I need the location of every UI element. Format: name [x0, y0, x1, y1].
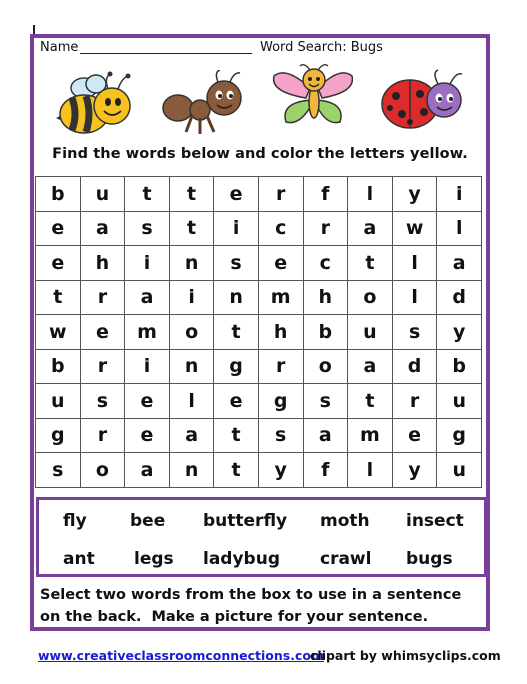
grid-letter-cell[interactable]: y: [437, 315, 482, 350]
grid-letter-cell[interactable]: t: [125, 177, 170, 212]
grid-letter-cell[interactable]: o: [348, 280, 393, 315]
sentence-instructions: [40, 584, 485, 628]
grid-letter-cell[interactable]: g: [36, 418, 81, 453]
grid-letter-cell[interactable]: h: [258, 315, 303, 350]
grid-letter-cell[interactable]: n: [214, 280, 258, 315]
word-bank-item: bugs: [406, 549, 453, 569]
word-bank-item: ant: [63, 549, 95, 569]
grid-letter-cell[interactable]: i: [437, 177, 482, 212]
website-link[interactable]: www.creativeclassroomconnections.com: [38, 648, 324, 663]
grid-letter-cell[interactable]: e: [36, 246, 81, 281]
butterfly-icon: [270, 62, 356, 130]
grid-row: [36, 453, 482, 488]
grid-letter-cell[interactable]: i: [125, 246, 170, 281]
grid-letter-cell[interactable]: r: [392, 384, 437, 419]
grid-letter-cell[interactable]: l: [348, 453, 393, 488]
grid-row: [36, 211, 482, 246]
word-search-grid: [35, 176, 482, 488]
grid-letter-cell[interactable]: g: [258, 384, 303, 419]
grid-letter-cell[interactable]: s: [80, 384, 124, 419]
word-bank-item: bee: [130, 511, 166, 531]
grid-letter-cell[interactable]: b: [36, 349, 81, 384]
grid-letter-cell[interactable]: a: [348, 349, 393, 384]
grid-letter-cell[interactable]: a: [80, 211, 124, 246]
grid-letter-cell[interactable]: m: [125, 315, 170, 350]
grid-letter-cell[interactable]: o: [80, 453, 124, 488]
grid-letter-cell[interactable]: y: [258, 453, 303, 488]
word-bank-item: ladybug: [203, 549, 280, 569]
grid-letter-cell[interactable]: a: [169, 418, 213, 453]
grid-letter-cell[interactable]: f: [303, 453, 347, 488]
sentence-instructions-line: on the back. Make a picture for your sentence.: [40, 609, 429, 625]
grid-row: [36, 315, 482, 350]
grid-letter-cell[interactable]: i: [125, 349, 170, 384]
grid-row: [36, 280, 482, 315]
grid-letter-cell[interactable]: h: [80, 246, 124, 281]
grid-letter-cell[interactable]: c: [258, 211, 303, 246]
grid-letter-cell[interactable]: s: [214, 246, 258, 281]
grid-letter-cell[interactable]: a: [437, 246, 482, 281]
grid-letter-cell[interactable]: a: [348, 211, 393, 246]
grid-letter-cell[interactable]: n: [169, 453, 213, 488]
grid-letter-cell[interactable]: n: [169, 246, 213, 281]
grid-letter-cell[interactable]: r: [80, 349, 124, 384]
grid-letter-cell[interactable]: d: [392, 349, 437, 384]
grid-letter-cell[interactable]: s: [392, 315, 437, 350]
grid-letter-cell[interactable]: y: [392, 177, 437, 212]
grid-letter-cell[interactable]: h: [303, 280, 347, 315]
footer: [38, 648, 501, 663]
grid-letter-cell[interactable]: t: [214, 418, 258, 453]
grid-letter-cell[interactable]: o: [169, 315, 213, 350]
name-blank-line[interactable]: [80, 53, 252, 54]
grid-letter-cell[interactable]: u: [80, 177, 124, 212]
grid-letter-cell[interactable]: s: [303, 384, 347, 419]
grid-letter-cell[interactable]: t: [348, 384, 393, 419]
grid-letter-cell[interactable]: e: [125, 384, 170, 419]
grid-letter-cell[interactable]: e: [258, 246, 303, 281]
grid-letter-cell[interactable]: m: [348, 418, 393, 453]
grid-letter-cell[interactable]: d: [437, 280, 482, 315]
grid-letter-cell[interactable]: b: [36, 177, 81, 212]
grid-letter-cell[interactable]: t: [214, 453, 258, 488]
grid-letter-cell[interactable]: e: [80, 315, 124, 350]
grid-letter-cell[interactable]: a: [125, 280, 170, 315]
grid-letter-cell[interactable]: a: [303, 418, 347, 453]
grid-letter-cell[interactable]: r: [303, 211, 347, 246]
grid-letter-cell[interactable]: b: [437, 349, 482, 384]
word-bank-item: moth: [320, 511, 370, 531]
grid-letter-cell[interactable]: s: [125, 211, 170, 246]
grid-letter-cell[interactable]: l: [392, 246, 437, 281]
grid-letter-cell[interactable]: a: [125, 453, 170, 488]
grid-letter-cell[interactable]: i: [214, 211, 258, 246]
grid-letter-cell[interactable]: b: [303, 315, 347, 350]
word-bank-item: legs: [134, 549, 174, 569]
word-bank-item: crawl: [320, 549, 372, 569]
grid-letter-cell[interactable]: n: [169, 349, 213, 384]
word-bank-item: fly: [63, 511, 87, 531]
search-instructions: Find the words below and color the letters yellow.: [52, 146, 468, 162]
grid-row: [36, 349, 482, 384]
bee-icon: [56, 70, 136, 138]
grid-letter-cell[interactable]: f: [303, 177, 347, 212]
grid-letter-cell[interactable]: e: [125, 418, 170, 453]
grid-letter-cell[interactable]: s: [36, 453, 81, 488]
grid-letter-cell[interactable]: e: [214, 384, 258, 419]
grid-letter-cell[interactable]: y: [392, 453, 437, 488]
ladybug-icon: [380, 68, 464, 134]
grid-letter-cell[interactable]: m: [258, 280, 303, 315]
grid-row: [36, 418, 482, 453]
word-bank: [36, 497, 487, 577]
grid-row: [36, 177, 482, 212]
grid-letter-cell[interactable]: l: [392, 280, 437, 315]
grid-letter-cell[interactable]: r: [80, 280, 124, 315]
sentence-instructions-line: Select two words from the box to use in a sentence: [40, 587, 462, 603]
grid-letter-cell[interactable]: i: [169, 280, 213, 315]
grid-letter-cell[interactable]: w: [36, 315, 81, 350]
grid-letter-cell[interactable]: w: [392, 211, 437, 246]
clipart-credit: clipart by whimsyclips.com: [310, 648, 501, 663]
grid-letter-cell[interactable]: r: [258, 177, 303, 212]
grid-letter-cell[interactable]: l: [437, 211, 482, 246]
name-label: Name: [40, 40, 79, 55]
grid-letter-cell[interactable]: r: [80, 418, 124, 453]
grid-letter-cell[interactable]: s: [258, 418, 303, 453]
grid-letter-cell[interactable]: t: [36, 280, 81, 315]
grid-letter-cell[interactable]: u: [36, 384, 81, 419]
grid-letter-cell[interactable]: r: [258, 349, 303, 384]
grid-letter-cell[interactable]: e: [214, 177, 258, 212]
grid-letter-cell[interactable]: u: [437, 384, 482, 419]
grid-letter-cell[interactable]: u: [437, 453, 482, 488]
grid-letter-cell[interactable]: t: [169, 211, 213, 246]
grid-letter-cell[interactable]: e: [392, 418, 437, 453]
ant-icon: [160, 70, 248, 136]
grid-letter-cell[interactable]: o: [303, 349, 347, 384]
grid-letter-cell[interactable]: t: [348, 246, 393, 281]
grid-letter-cell[interactable]: u: [348, 315, 393, 350]
grid-letter-cell[interactable]: c: [303, 246, 347, 281]
worksheet-header: [40, 40, 480, 58]
grid-letter-cell[interactable]: t: [169, 177, 213, 212]
grid-letter-cell[interactable]: l: [169, 384, 213, 419]
grid-row: [36, 384, 482, 419]
grid-letter-cell[interactable]: t: [214, 315, 258, 350]
grid-letter-cell[interactable]: e: [36, 211, 81, 246]
grid-letter-cell[interactable]: g: [214, 349, 258, 384]
grid-letter-cell[interactable]: g: [437, 418, 482, 453]
word-bank-item: butterfly: [203, 511, 288, 531]
word-bank-item: insect: [406, 511, 464, 531]
grid-letter-cell[interactable]: l: [348, 177, 393, 212]
worksheet-title: Word Search: Bugs: [260, 40, 383, 55]
grid-row: [36, 246, 482, 281]
